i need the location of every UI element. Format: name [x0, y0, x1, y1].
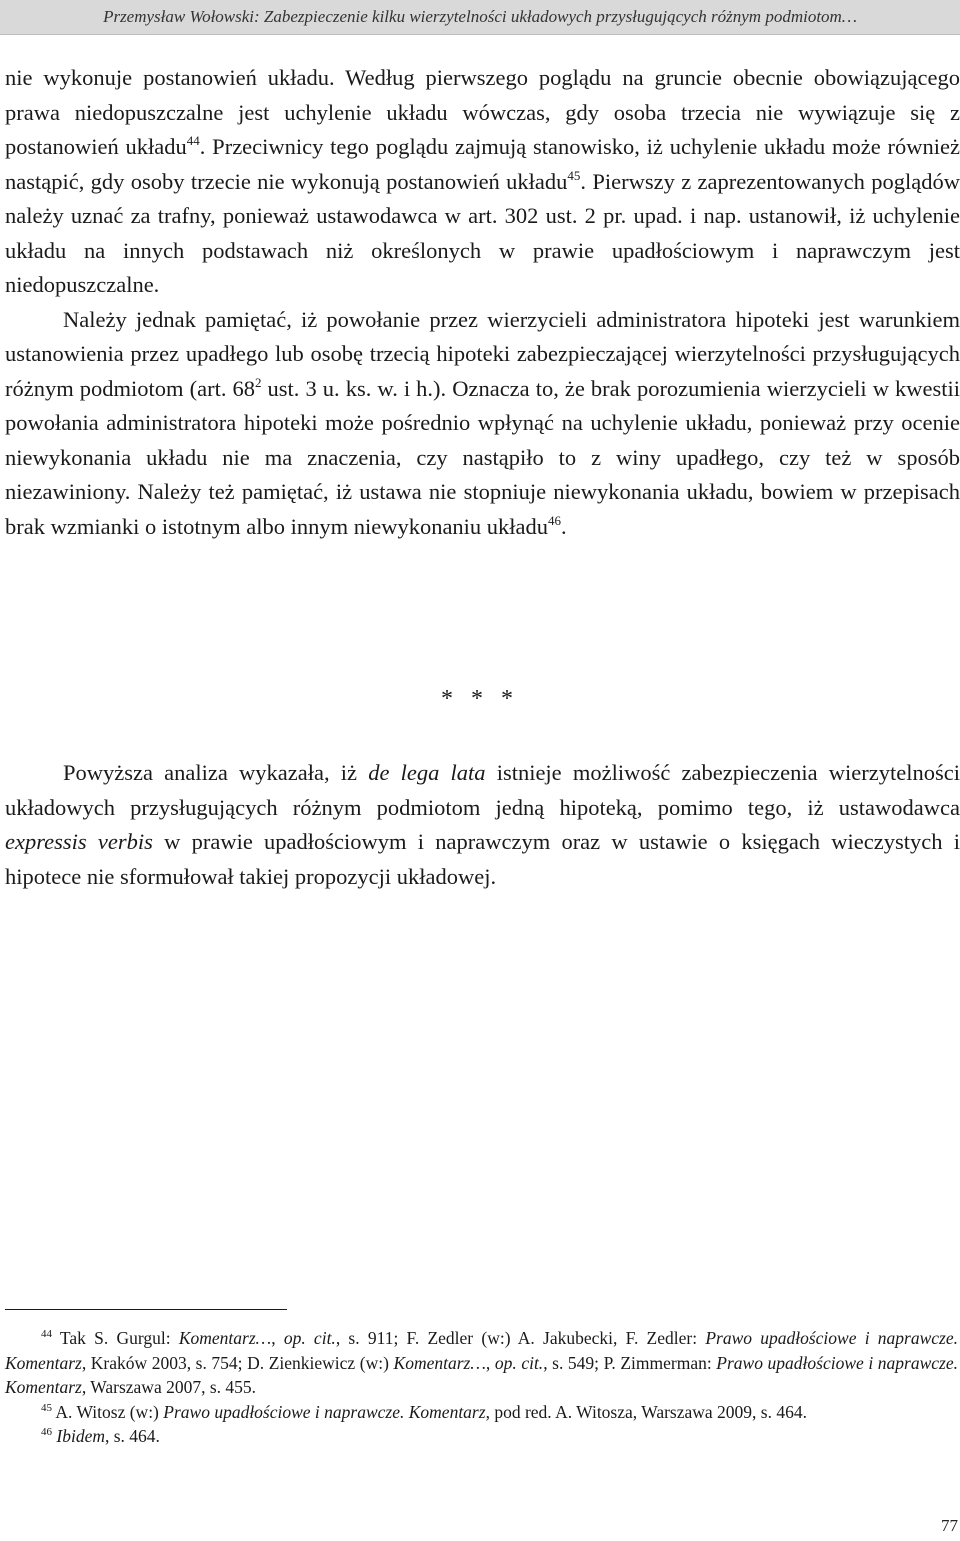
text-run: A. Witosz (w:)	[52, 1401, 164, 1422]
italic-run: Prawo upadłościowe i naprawcze. Komentarz	[5, 1328, 959, 1373]
footnote-number: 44	[41, 1328, 52, 1340]
text-run: nie wykonuje postanowień układu. Według pierwszego poglądu na gruncie obecnie obowiązującego prawa niedopuszczalne jest uchylenie układu wówczas, gdy osoba trzecia nie wywiązuje się z postanowień układu	[5, 65, 960, 159]
text-run: , s. 549; P. Zimmerman:	[543, 1352, 717, 1373]
text-run: , Kraków 2003, s. 754; D. Zienkiewicz (w:)	[81, 1352, 394, 1373]
text-run: . Pierwszy z zaprezentowanych poglądów należy uznać za trafny, ponieważ ustawodawca w art. 302 ust. 2 pr. upad. i nap. ustanowił, iż uchylenie układu na innych podstawach niż określonych w prawie upadłościowym i naprawczym jest niedopuszczalne.	[5, 168, 960, 297]
italic-run: Prawo upadłościowe i naprawcze. Komentarz	[163, 1401, 486, 1422]
text-run: , s. 911; F. Zedler (w:) A. Jakubecki, F. Zedler:	[335, 1328, 706, 1348]
text-run: Należy jednak pamiętać, iż powołanie przez wierzycieli administratora hipoteki jest warunkiem ustanowienia przez upadłego lub osobę trzecią hipoteki zabezpieczającej wierzytelności przysługujących różnym podmiotom (art. 68	[5, 306, 960, 401]
paragraph-2	[5, 303, 960, 545]
italic-run: Komentarz…	[393, 1352, 486, 1373]
footnote-number: 45	[41, 1401, 52, 1414]
text-run: , Warszawa 2007, s. 455.	[81, 1377, 257, 1397]
text-run: ust. 3 u. ks. w. i h.). Oznacza to, że brak porozumienia wierzycieli w kwestii powołania administratora hipoteki może pośrednio wpłynąć na uchylenie układu, ponieważ przy ocenie niewykonania układu nie ma znaczenia, czy nastąpiło to z winy upadłego, czy też w sposób niezawiniony. Należy też pamiętać, iż ustawa nie stopniuje niewykonania układu, bowiem w przepisach brak wzmianki o istotnym albo innym niewykonaniu układu	[5, 375, 960, 539]
italic-run: op. cit.	[494, 1352, 544, 1373]
text-run: .	[561, 513, 567, 539]
section-separator: * * *	[441, 686, 519, 712]
footnote-46	[5, 1424, 958, 1449]
text-run: istnieje możliwość zabezpieczenia wierzytelności układowych przysługujących różnym podmiotom jedną hipoteką, pomimo tego, iż ustawodawca	[5, 760, 960, 820]
footnote-45	[5, 1400, 958, 1425]
text-run: ,	[485, 1352, 495, 1373]
superscript: 2	[255, 374, 262, 390]
paragraph-1	[5, 61, 960, 303]
italic-run: Prawo upadłościowe i naprawcze. Komentarz	[5, 1352, 959, 1397]
footnote-rule	[5, 1309, 287, 1310]
footnote-ref-45[interactable]: 45	[567, 167, 581, 183]
italic-run: expressis verbis	[5, 829, 153, 854]
text-run: , pod red. A. Witosza, Warszawa 2009, s. 464.	[485, 1401, 807, 1422]
page-number: 77	[941, 1516, 958, 1535]
footnote-44	[5, 1326, 958, 1400]
italic-run: Komentarz…	[178, 1328, 272, 1348]
footnote-ref-46[interactable]: 46	[548, 512, 562, 528]
main-text	[5, 61, 960, 544]
text-run: w prawie upadłościowym i naprawczym oraz w ustawie o księgach wieczystych i hipotece nie sformułował takiej propozycji układowej.	[5, 829, 960, 889]
text-run: . Przeciwnicy tego poglądu zajmują stanowisko, iż uchylenie układu może również nastąpić, gdy osoby trzecie nie wykonują postanowień układu	[5, 134, 960, 194]
footnote-ref-44[interactable]: 44	[186, 133, 200, 148]
running-header: Przemysław Wołowski: Zabezpieczenie kilku wierzytelności układowych przysługujących różnym podmiotom…	[0, 0, 960, 35]
italic-run: Ibidem	[56, 1426, 105, 1446]
footnote-number: 46	[41, 1426, 52, 1438]
italic-run: op. cit.	[283, 1328, 336, 1348]
text-run: Powyższa analiza wykazała, iż	[63, 760, 369, 785]
footnotes	[5, 1326, 958, 1449]
text-run: , s. 464.	[104, 1426, 160, 1446]
italic-run: de lega lata	[368, 760, 486, 785]
text-run: ,	[271, 1328, 284, 1348]
paragraph-3	[5, 756, 960, 894]
text-run: Tak S. Gurgul:	[52, 1328, 179, 1348]
conclusion-text	[5, 756, 960, 894]
